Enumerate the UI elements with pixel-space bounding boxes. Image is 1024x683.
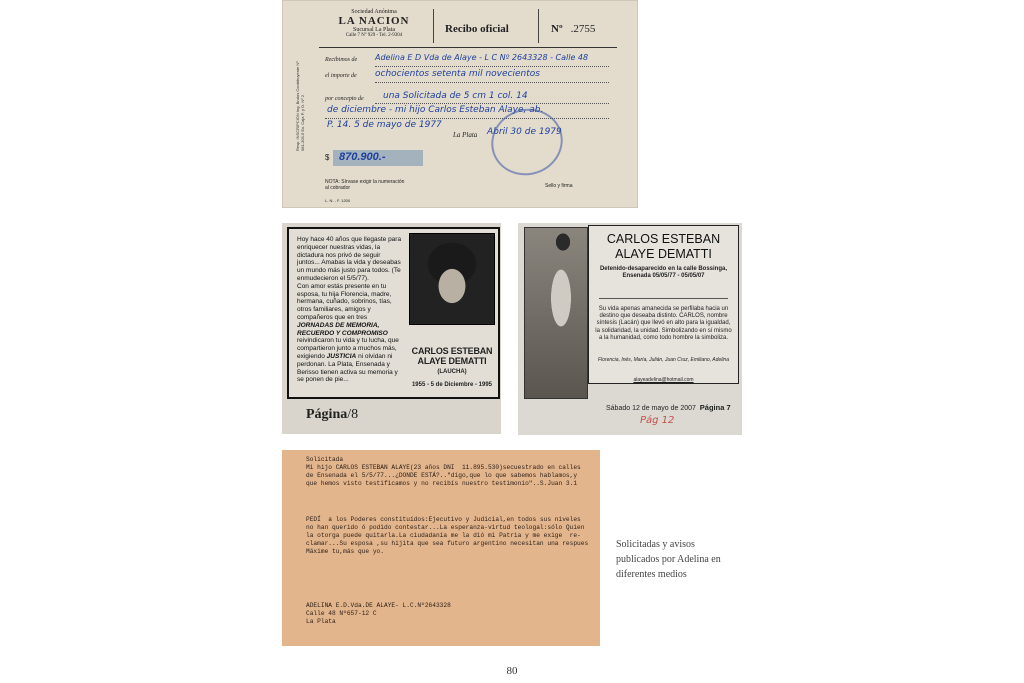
obituary-text-continued: reivindicaron tu vida y tu lucha, que compartieron junto a muchos más, exigiendo	[297, 337, 399, 360]
obituary-paragraph-1: Hoy hace 40 años que llegaste para enriquecer nuestras vidas, la dictadura nos privó de seguir juntos... Amabas la vida y deseabas un mundo más justo para todos. (Te enmudecieron el 5/5/77).	[297, 236, 402, 282]
header-divider	[433, 9, 434, 43]
obituary-clipping	[282, 223, 501, 434]
dotted-line	[375, 102, 609, 104]
brand-name: Página	[306, 407, 348, 422]
obituary-paragraph-2: Con amor estás presente en tu esposa, tu hija Florencia, madre, hermana, cuñado, sobrinos, tías, otros familiares, amigos y compañeros que en tres	[297, 282, 392, 321]
date-handwriting: Abril 30 de 1979	[487, 127, 562, 137]
amount-figure: 870.900.-	[339, 151, 386, 163]
company-type: Sociedad Anónima	[351, 9, 397, 15]
header-divider	[538, 9, 539, 43]
receipt-number	[551, 23, 595, 35]
dotted-line	[375, 65, 609, 67]
solicitada-line: que hemos visto testificamos y no recibís nuestro testimonio"..S.Juan 3.1	[306, 480, 578, 487]
concept-handwriting-2: de diciembre - mi hijo Carlos Esteban Alaye, ab.	[327, 105, 544, 115]
amount-label: el importe de	[325, 73, 357, 79]
notice-date: Sábado 12 de mayo de 2007	[606, 405, 696, 412]
solicitada-signature-block	[306, 602, 451, 626]
standing-photo	[524, 227, 588, 399]
notice-page: Página 7	[699, 403, 731, 412]
number-label: Nº	[551, 23, 563, 35]
header-rule	[319, 47, 617, 48]
dotted-line	[325, 117, 609, 119]
obituary-nickname: (LAUCHA)	[437, 369, 467, 375]
figure-caption: Solicitadas y avisos publicados por Adelina en diferentes medios	[616, 539, 721, 580]
obituary-text	[297, 236, 403, 384]
amount-handwriting: ochocientos setenta mil novecientos	[375, 69, 540, 79]
portrait-photo	[409, 233, 495, 325]
notice-box	[588, 225, 739, 384]
obituary-frame	[287, 227, 500, 399]
handwritten-page-note: Pág 12	[640, 415, 675, 426]
receipt-title: Recibo oficial	[445, 23, 509, 35]
solicitada-line: Mi hijo CARLOS ESTEBAN ALAYE(23 años DNI 11.895.530)secuestrado en calles	[306, 464, 581, 471]
received-handwriting: Adelina E D Vda de Alaye - L C Nº 2643328 - Calle 48	[375, 53, 589, 62]
currency-sign: $	[325, 153, 330, 162]
solicitada-block-2	[306, 516, 588, 556]
received-label: Recibimos de	[325, 57, 358, 63]
branch-name: Sucursal La Plata	[353, 27, 395, 33]
solicitada-line: clamar...Su esposa ,su hijita que sea futuro argentino necesitan una respues	[306, 540, 589, 547]
notice-email: alayeadelina@hotmail.com	[633, 377, 694, 383]
place-label: La Plata	[453, 131, 478, 139]
number-value: .2755	[570, 23, 596, 35]
concept-handwriting-3: P. 14. 5 de mayo de 1977	[327, 120, 442, 130]
signature-label: Sello y firma	[545, 183, 573, 189]
solicitada-block-1	[306, 456, 581, 488]
notice-date-line	[606, 403, 731, 412]
solicitada-line: ADELINA E.D.Vda.DE ALAYE- L.C.Nº2643328	[306, 602, 451, 609]
notice-clipping	[518, 223, 742, 435]
obituary-text-end: ni olvidan ni perdonan. La Plata, Ensenada y Berisso tienen activa su memoria y se ponen de pie...	[297, 352, 398, 384]
newspaper-brand	[306, 407, 358, 423]
obituary-dates: 1955 - 5 de Diciembre - 1995	[411, 382, 493, 388]
notice-signers: Florencia, Inés, María, Julián, Juan Cruz, Emiliano, Adelina	[598, 357, 729, 363]
receipt-note: NOTA: Sírvase exigir la numeración al cobrador	[325, 179, 405, 191]
solicitada-line: Máxime tu,más que yo.	[306, 548, 384, 555]
company-address: Calle 7 Nº 929 - Tel. 2-9304	[345, 33, 403, 38]
obituary-bold-phrase: JORNADAS DE MEMORIA, RECUERDO Y COMPROMISO	[297, 321, 388, 337]
obituary-bold-justice: JUSTICIA	[326, 352, 357, 360]
notice-name: CARLOS ESTEBAN ALAYE DEMATTI	[606, 232, 721, 261]
notice-divider	[599, 298, 728, 299]
solicitada-line: Solicitada	[306, 456, 344, 463]
brand-page: /8	[347, 407, 359, 422]
receipt-side-text: Resp. INSCRIPCION Ing. Brutos Contribuyente Nº 981-305-5 Ex. Caja P. y O. Nº 2	[295, 61, 305, 151]
concept-handwriting-1: una Solicitada de 5 cm 1 col. 14	[383, 91, 528, 101]
notice-text: Su vida apenas amanecida se perfilaba hacia un destino que deseaba distinto. CARLOS, nombre síntesis (Lacán) que llevó en alto para la igualdad, la solidaridad, la unidad. Simbolizando en sí mismo a la humanidad, como todo hombre la simboliza.	[595, 306, 732, 341]
receipt-footer: L. N. - F. 1200	[325, 198, 351, 203]
company-name: LA NACION	[338, 15, 410, 27]
obituary-name: CARLOS ESTEBAN ALAYE DEMATTI	[411, 346, 493, 366]
receipt-header	[319, 9, 429, 38]
notice-subtitle: Detenido-desaparecido en la calle Bossinga, Ensenada 05/05/77 - 05/05/07	[599, 266, 728, 279]
solicitada-line: de Ensenada el 5/5/77...¿DONDE ESTÁ?.."digo,que lo que sabemos hablamos,y	[306, 472, 578, 479]
concept-label: por concepto de	[325, 96, 364, 102]
solicitada-line: la otorga puede quitarla.La ciudadanía me la dió mi Patria y me exige re-	[306, 532, 581, 539]
solicitada-line: PEDÍ a los Poderes constituídos:Ejecutivo y Judicial,en todos sus niveles	[306, 516, 581, 523]
dotted-line	[375, 81, 609, 83]
receipt-clipping	[282, 0, 638, 208]
solicitada-line: Calle 48 Nº657-12 C	[306, 610, 377, 617]
typewritten-solicitada	[282, 450, 600, 646]
solicitada-line: no han querido ó podido contestar...La esperanza-virtud teologal:sólo Quien	[306, 524, 585, 531]
solicitada-line: La Plata	[306, 618, 336, 625]
page-number: 80	[506, 665, 518, 677]
